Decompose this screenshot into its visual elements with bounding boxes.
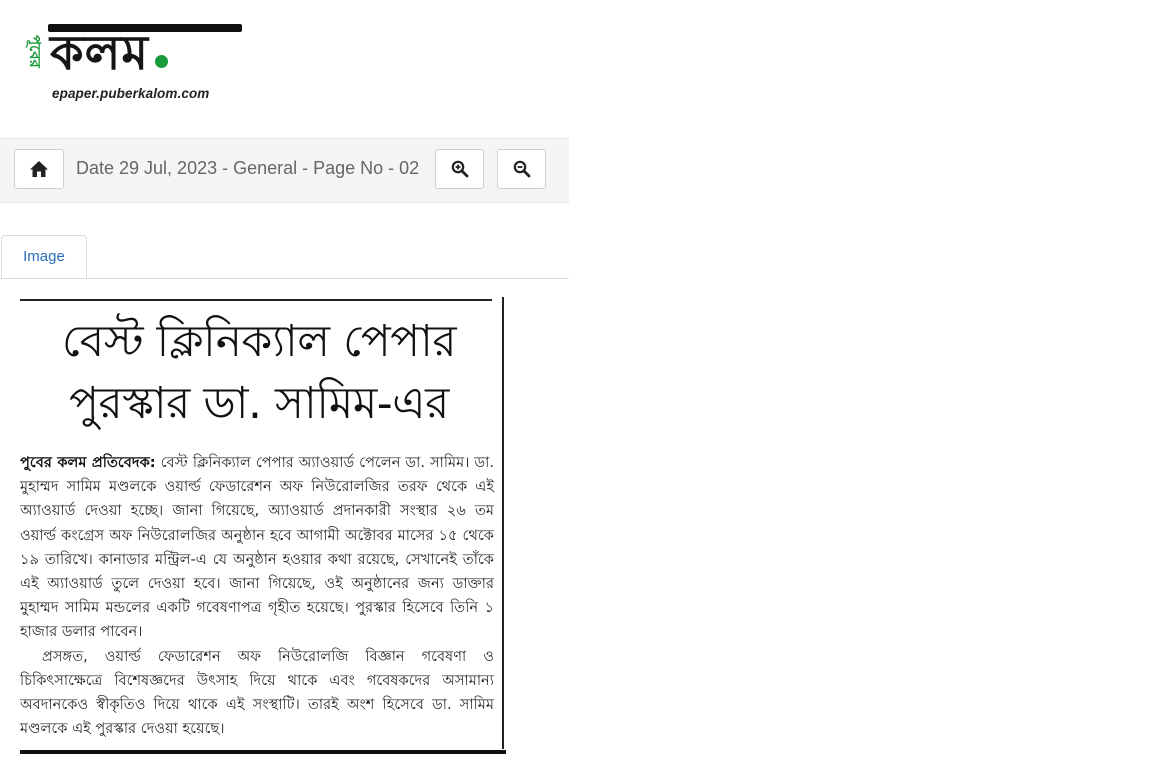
logo-mark: [22, 20, 244, 84]
zoom-out-icon: [513, 160, 531, 178]
page-date-label: Date 29 Jul, 2023 - General - Page No - 02: [76, 158, 420, 178]
zoom-out-button[interactable]: [497, 149, 546, 189]
headline-line-1: বেস্ট ক্লিনিক্যাল পেপার: [61, 316, 457, 367]
article-paragraph-2: প্রসঙ্গত, ওয়ার্ল্ড ফেডারেশন অফ নিউরোলজি বিজ্ঞান গবেষণা ও চিকিৎসাক্ষেত্রে বিশেষজ্ঞদের উৎসাহ দিয়ে থাকে এবং গবেষকদের অসামান্য অবদানকেও স্বীকৃতিও দিয়ে থাকে এই সংস্থাটি। তারই অংশ হিসেবে ডা. সামিম মণ্ডলকে এই পুরস্কার দেওয়া হয়েছে।: [20, 647, 494, 738]
article-body: [20, 451, 494, 741]
clipping-bottom-rule: [20, 750, 506, 754]
site-logo[interactable]: [22, 20, 246, 106]
tab-image[interactable]: Image: [1, 235, 87, 278]
news-clipping-image: [16, 289, 568, 762]
logo-url: epaper.puberkalom.com: [52, 86, 210, 101]
home-button[interactable]: [14, 149, 64, 189]
article-headline: [22, 311, 496, 435]
logo-main-text: কলম: [50, 25, 149, 81]
zoom-in-icon: [451, 160, 469, 178]
view-tabs: [0, 235, 569, 279]
logo-dot: [155, 55, 168, 68]
article-paragraph-1: বেস্ট ক্লিনিক্যাল পেপার অ্যাওয়ার্ড পেলেন ডা. সামিম। ডা. মুহাম্মদ সামিম মণ্ডলকে ওয়ার্ল্ড ফেডারেশন অফ নিউরোলজির তরফ থেকে এই অ্যাওয়ার্ড দেওয়া হচ্ছে। জানা গিয়েছে, অ্যাওয়ার্ড প্রদানকারী সংস্থার ২৬ তম ওয়ার্ল্ড কংগ্রেস অফ নিউরোলজির অনুষ্ঠান হবে আগামী অক্টোবর মাসের ১৫ থেকে ১৯ তারিখে। কানাডার মন্ট্রিল-এ যে অনুষ্ঠান হওয়ার কথা রয়েছে, সেখানেই তাঁকে এই অ্যাওয়ার্ড তুলে দেওয়া হবে। জানা গিয়েছে, ওই অনুষ্ঠানের জন্য ডাক্তার মুহাম্মদ সামিম মন্ডলের একটি গবেষণাপত্র গৃহীত হয়েছে। পুরস্কার হিসেবে তিনি ১ হাজার ডলার পাবেন।: [20, 454, 494, 641]
clipping-side-rule: [502, 297, 504, 749]
zoom-in-button[interactable]: [435, 149, 484, 189]
headline-line-2: পুরস্কার ডা. সামিম-এর: [69, 378, 449, 429]
clipping-top-rule: [20, 299, 492, 301]
article-byline: পুবের কলম প্রতিবেদক:: [20, 454, 156, 471]
epaper-toolbar: [0, 138, 569, 203]
logo-small-text: পূবের: [26, 34, 44, 68]
home-icon: [29, 160, 49, 178]
